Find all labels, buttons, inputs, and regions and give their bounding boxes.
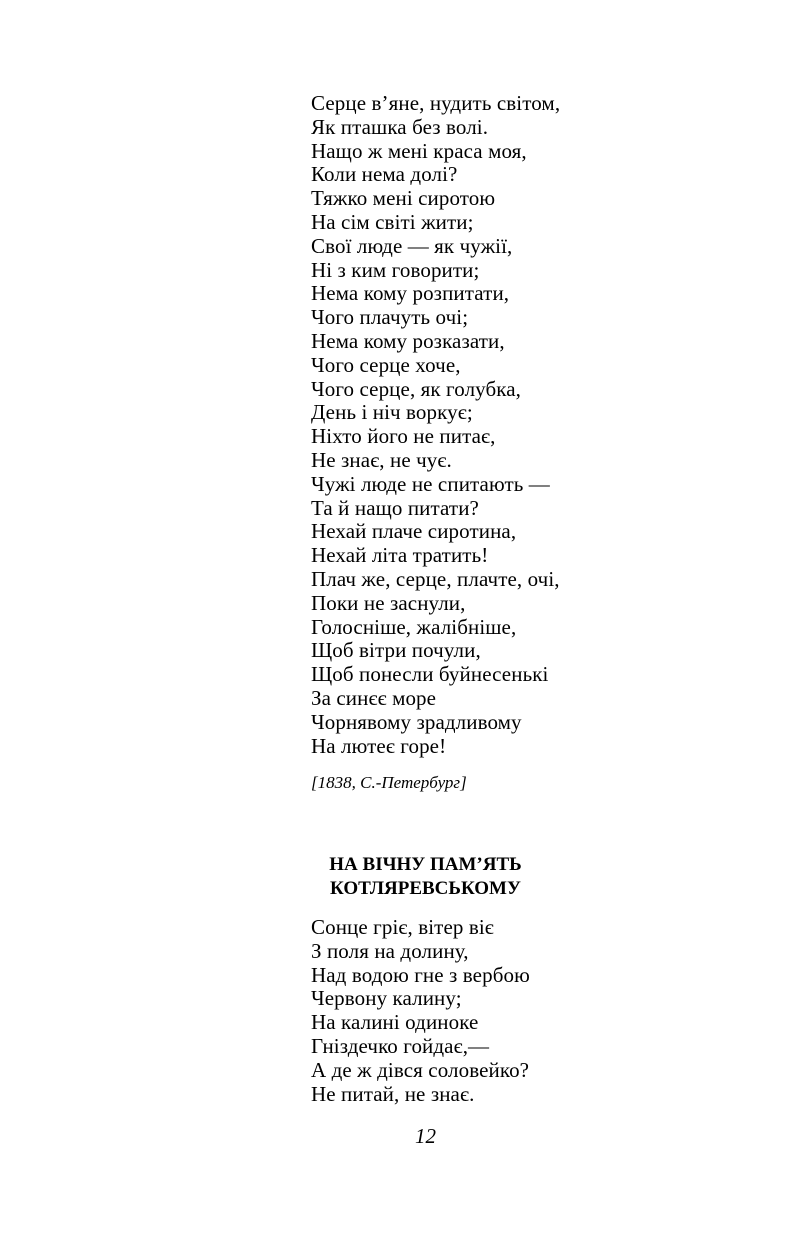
poem-line: Свої люде — як чужії,	[311, 233, 513, 258]
poem-line: Як пташка без волі.	[311, 114, 489, 139]
poem-line: Нащо ж мені краса моя,	[311, 138, 527, 163]
poem-line: Ні з ким говорити;	[311, 257, 480, 282]
poem-line: Тяжко мені сиротою	[311, 186, 496, 211]
poem-line: Нема кому розпитати,	[311, 281, 510, 306]
poem-line: З поля на долину,	[311, 938, 469, 963]
poem-line: Чого серце хоче,	[311, 352, 461, 377]
poem-line: Ніхто його не питає,	[311, 424, 496, 449]
poem-line: Чого серце, як голубка,	[311, 376, 522, 401]
poem-line: Не знає, не чує.	[311, 447, 452, 472]
poem-line: На калині одиноке	[311, 1010, 479, 1035]
poem-line: Червону калину;	[311, 986, 462, 1011]
poem-line: Чорнявому зрадливому	[311, 709, 522, 734]
poem-dateline: [1838, С.-Петербург]	[311, 773, 467, 792]
page-number: 12	[415, 1124, 436, 1148]
poem-ending-text	[311, 92, 560, 758]
poem-line: Та й нащо питати?	[311, 495, 479, 520]
poem-line: Гніздечко гойдає,—	[311, 1033, 490, 1058]
poem-line: Не питай, не знає.	[311, 1081, 475, 1106]
poem-line: Коли нема долі?	[311, 162, 458, 187]
poem-line: День і ніч воркує;	[311, 400, 473, 425]
poem-line: Щоб понесли буйнесенькі	[311, 662, 549, 687]
poem-line: Поки не заснули,	[311, 590, 466, 615]
poem-line: За синєє море	[311, 685, 437, 710]
poem-line: Нема кому розказати,	[311, 328, 505, 353]
poem-line: Сонце гріє, вітер віє	[311, 915, 494, 939]
poem-line: Чужі люде не спитають —	[311, 471, 550, 496]
poem-line: На сім світі жити;	[311, 209, 474, 234]
poem-line: Нехай літа тратить!	[311, 543, 489, 568]
next-poem-text	[311, 916, 530, 1106]
poem-title-line-2: КОТЛЯРЕВСЬКОМУ	[330, 878, 521, 899]
poem-line: Плач же, серце, плачте, очі,	[311, 566, 560, 591]
poem-title-line-1: НА ВІЧНУ ПАМ’ЯТЬ	[329, 854, 522, 875]
poem-line: На лютеє горе!	[311, 733, 447, 758]
poem-line: Голосніше, жалібніше,	[311, 614, 517, 639]
poem-line: Чого плачуть очі;	[311, 305, 469, 330]
poem-line: Над водою гне з вербою	[311, 962, 530, 987]
poem-line: А де ж дівся соловейко?	[311, 1057, 530, 1082]
poem-line: Серце в’яне, нудить світом,	[311, 91, 561, 115]
poem-line: Щоб вітри почули,	[311, 638, 481, 663]
poem-line: Нехай плаче сиротина,	[311, 519, 517, 544]
